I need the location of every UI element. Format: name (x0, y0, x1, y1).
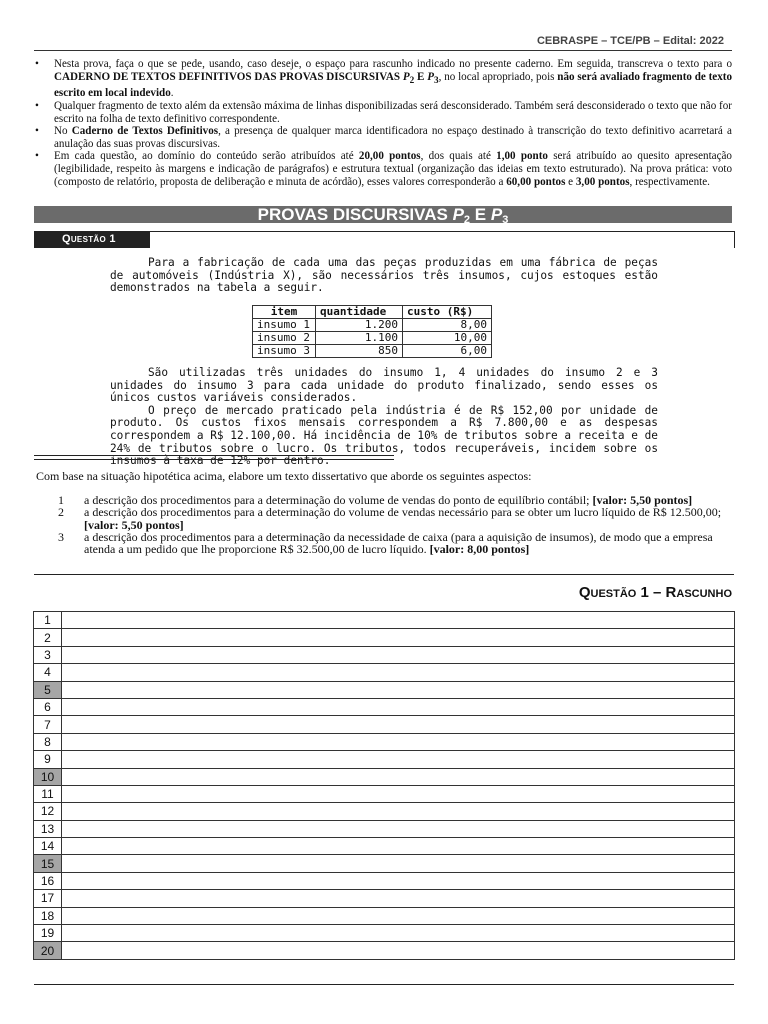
header-exam-info: CEBRASPE – TCE/PB – Edital: 2022 (536, 35, 724, 47)
instruction-text: 20,00 pontos (358, 150, 421, 163)
aspect-item (58, 531, 730, 556)
draft-line-number: 4 (34, 664, 62, 681)
draft-line (34, 925, 735, 942)
instruction-item (34, 100, 732, 125)
draft-line-number: 15 (34, 855, 62, 872)
aspect-text: a descrição dos procedimentos para a determinação da necessidade de caixa (para a aquisição de insumos), de modo que a empresa atenda a um pedido que lhe proporcione R$ 32.500,00 de lucro líquido. (84, 529, 713, 557)
draft-line-writing-area[interactable] (62, 664, 735, 681)
aspect-number: 2 (58, 505, 64, 520)
draft-line-writing-area[interactable] (62, 768, 735, 785)
insumo-table-cell: 8,00 (403, 319, 492, 332)
draft-line-number: 16 (34, 872, 62, 889)
instruction-text: Em cada questão, ao domínio do conteúdo serão atribuídos até (54, 150, 359, 163)
aspect-value: [valor: 5,50 pontos] (84, 517, 184, 532)
question-tab-rule (150, 231, 734, 232)
draft-line-number: 14 (34, 838, 62, 855)
draft-line (34, 751, 735, 768)
draft-line-number: 19 (34, 925, 62, 942)
instruction-text: 1,00 ponto (496, 150, 548, 163)
draft-line-writing-area[interactable] (62, 820, 735, 837)
insumo-table-cell: insumo 2 (253, 332, 316, 345)
insumo-table-cell: 1.100 (316, 332, 403, 345)
insumo-table-header-quantidade: quantidade (316, 306, 403, 319)
section-title-and: E (470, 205, 491, 224)
insumo-table-cell: 6,00 (403, 345, 492, 358)
draft-line-writing-area[interactable] (62, 925, 735, 942)
draft-line-number: 8 (34, 733, 62, 750)
draft-line-writing-area[interactable] (62, 698, 735, 715)
instruction-text: No (54, 125, 72, 138)
draft-line-writing-area[interactable] (62, 907, 735, 924)
draft-line (34, 942, 735, 959)
case-paragraph-1 (110, 257, 658, 295)
draft-line-writing-area[interactable] (62, 716, 735, 733)
draft-line-number: 2 (34, 629, 62, 646)
draft-line-number: 17 (34, 890, 62, 907)
instruction-text: E (414, 70, 428, 83)
draft-line (34, 716, 735, 733)
insumo-table-cell: 850 (316, 345, 403, 358)
draft-line-number: 18 (34, 907, 62, 924)
question-label: Questão 1 (62, 233, 116, 245)
aspect-value: [valor: 5,50 pontos] (592, 493, 693, 507)
aspect-text: a descrição dos procedimentos para a determinação do volume de vendas necessário para se obter um lucro líquido de R$ 12.500,00; (84, 505, 722, 520)
case-separator (34, 455, 394, 460)
draft-line (34, 646, 735, 663)
insumo-table-cell: 1.200 (316, 319, 403, 332)
draft-line-number: 7 (34, 716, 62, 733)
draft-line (34, 629, 735, 646)
section-title-bar (34, 205, 732, 226)
instruction-item (34, 125, 732, 150)
insumo-table-cell: insumo 1 (253, 319, 316, 332)
aspect-number: 3 (58, 529, 64, 544)
insumo-table-row (253, 319, 492, 332)
insumo-table (252, 305, 492, 358)
aspect-value: [valor: 8,00 pontos] (429, 542, 530, 557)
draft-line-writing-area[interactable] (62, 855, 735, 872)
question-tab-rule-end (734, 231, 735, 248)
insumo-table-row (253, 332, 492, 345)
draft-lines-grid (33, 611, 735, 960)
instruction-text: P (427, 70, 435, 83)
aspect-text: a descrição dos procedimentos para a determinação do volume de vendas do ponto de equilíbrio contábil; (84, 493, 593, 507)
draft-line-number: 5 (34, 681, 62, 698)
draft-line-writing-area[interactable] (62, 646, 735, 663)
question-tab (34, 231, 150, 248)
instruction-text: Caderno de Textos Definitivos (71, 125, 219, 138)
draft-line-writing-area[interactable] (62, 803, 735, 820)
footer-divider (34, 984, 734, 985)
instruction-text: . (170, 87, 174, 100)
section-title-text: PROVAS DISCURSIVAS (257, 205, 453, 224)
draft-line-writing-area[interactable] (62, 629, 735, 646)
draft-line-number: 1 (34, 612, 62, 629)
instruction-text: 60,00 pontos (506, 175, 566, 188)
draft-line (34, 838, 735, 855)
case-paragraph-1-text: Para a fabricação de cada uma das peças produzidas em uma fábrica de peças de automóveis (Indústria X), são necessários três insumos, cujos estoques estão demonstrados na tabela a seguir. (110, 256, 658, 295)
instruction-text: não será avaliado fragmento de texto escrito em local indevido (54, 70, 733, 100)
draft-line-writing-area[interactable] (62, 785, 735, 802)
draft-line-writing-area[interactable] (62, 751, 735, 768)
instruction-text: , dos quais até (420, 150, 497, 163)
case-paragraph-2b-text: O preço de mercado praticado pela indústria é de R$ 152,00 por unidade de produto. Os custos fixos mensais correspondem a R$ 7.800,00 e as despesas correspondem a R$ 12.100,00. Há incidência de 10% de tributos sobre a receita e de 24% de tributos sobre o lucro. Os tributos, todos recuperáveis, incidem sobre os insumos à taxa de 12% por dentro. (110, 403, 658, 468)
header-divider (34, 50, 732, 51)
draft-line (34, 681, 735, 698)
draft-line-writing-area[interactable] (62, 890, 735, 907)
section-title-p3-letter: P (490, 205, 503, 224)
draft-title (579, 584, 732, 601)
draft-line (34, 612, 735, 629)
draft-title-text: Questão 1 – Rascunho (578, 584, 732, 601)
section-title-sub-2: 2 (463, 214, 471, 226)
instruction-text: , respectivamente. (629, 175, 710, 188)
draft-line-number: 11 (34, 785, 62, 802)
insumo-table-cell: 10,00 (403, 332, 492, 345)
draft-line-writing-area[interactable] (62, 942, 735, 959)
section-title-p2-letter: P (452, 205, 464, 224)
instructions-list (34, 58, 732, 188)
insumo-table-row (253, 345, 492, 358)
draft-line (34, 890, 735, 907)
draft-line-number: 13 (34, 820, 62, 837)
draft-line-number: 20 (34, 942, 62, 959)
insumo-table-cell: insumo 3 (253, 345, 316, 358)
instruction-text: CADERNO DE TEXTOS DEFINITIVOS DAS PROVAS DISCURSIVAS (54, 70, 403, 83)
instruction-item (34, 150, 732, 188)
instruction-text: 2 (409, 75, 415, 86)
draft-line (34, 872, 735, 889)
draft-line-writing-area[interactable] (62, 838, 735, 855)
instruction-text: e (565, 175, 576, 188)
instruction-text: , no local apropriado, pois (438, 70, 558, 83)
case-paragraph-2a-text: São utilizadas três unidades do insumo 1, 4 unidades do insumo 2 e 3 unidades do insumo 3 para cada unidade do produto finalizado, sendo esses os únicos custos variáveis considerados. (110, 366, 658, 405)
draft-line-number: 10 (34, 768, 62, 785)
draft-line-number: 12 (34, 803, 62, 820)
draft-line (34, 698, 735, 715)
draft-line (34, 664, 735, 681)
aspects-list (58, 494, 730, 555)
draft-line-number: 9 (34, 751, 62, 768)
aspect-number: 1 (58, 493, 64, 507)
insumo-table-header-row (253, 306, 492, 319)
draft-line-writing-area[interactable] (62, 612, 735, 629)
aspect-item (58, 506, 730, 531)
draft-line (34, 733, 735, 750)
draft-line-writing-area[interactable] (62, 733, 735, 750)
section-title-sub-3: 3 (502, 214, 509, 226)
draft-line (34, 803, 735, 820)
instruction-text: 3 (434, 75, 439, 86)
draft-line (34, 907, 735, 924)
draft-separator (34, 574, 734, 575)
instruction-text: 3,00 pontos (575, 175, 630, 188)
prompt-intro: Com base na situação hipotética acima, elabore um texto dissertativo que aborde os seguintes aspectos: (36, 469, 532, 483)
instruction-text: será atribuído ao quesito apresentação (legibilidade, respeito às margens e indicação de parágrafos) e estrutura textual (organização das ideias em texto estruturado). Na prova prática: voto (composto de relatório, proposta de deliberação e minuta de acórdão), esses valores corresponderão a (54, 150, 732, 188)
case-paragraph-2 (110, 367, 658, 468)
instruction-text: , a presença de qualquer marca identificadora no espaço destinado à transcrição do texto definitivo acarretará a anulação das suas provas discursivas. (54, 125, 732, 150)
instruction-text: Qualquer fragmento de texto além da extensão máxima de linhas disponibilizadas será desconsiderado. Também será desconsiderado o texto que não for escrito na folha de texto definitivo correspondente. (54, 100, 732, 125)
draft-line (34, 785, 735, 802)
instruction-text: P (402, 70, 410, 83)
instruction-text: Nesta prova, faça o que se pede, usando, caso deseje, o espaço para rascunho indicado no presente caderno. Em seguida, transcreva o texto para o (54, 58, 732, 70)
draft-line (34, 855, 735, 872)
draft-line-number: 3 (34, 646, 62, 663)
draft-line-writing-area[interactable] (62, 681, 735, 698)
draft-line (34, 768, 735, 785)
insumo-table-header-item: item (253, 306, 316, 319)
draft-line-number: 6 (34, 698, 62, 715)
draft-line (34, 820, 735, 837)
draft-line-writing-area[interactable] (62, 872, 735, 889)
insumo-table-header-custo: custo (R$) (403, 306, 492, 319)
instruction-item (34, 58, 732, 100)
